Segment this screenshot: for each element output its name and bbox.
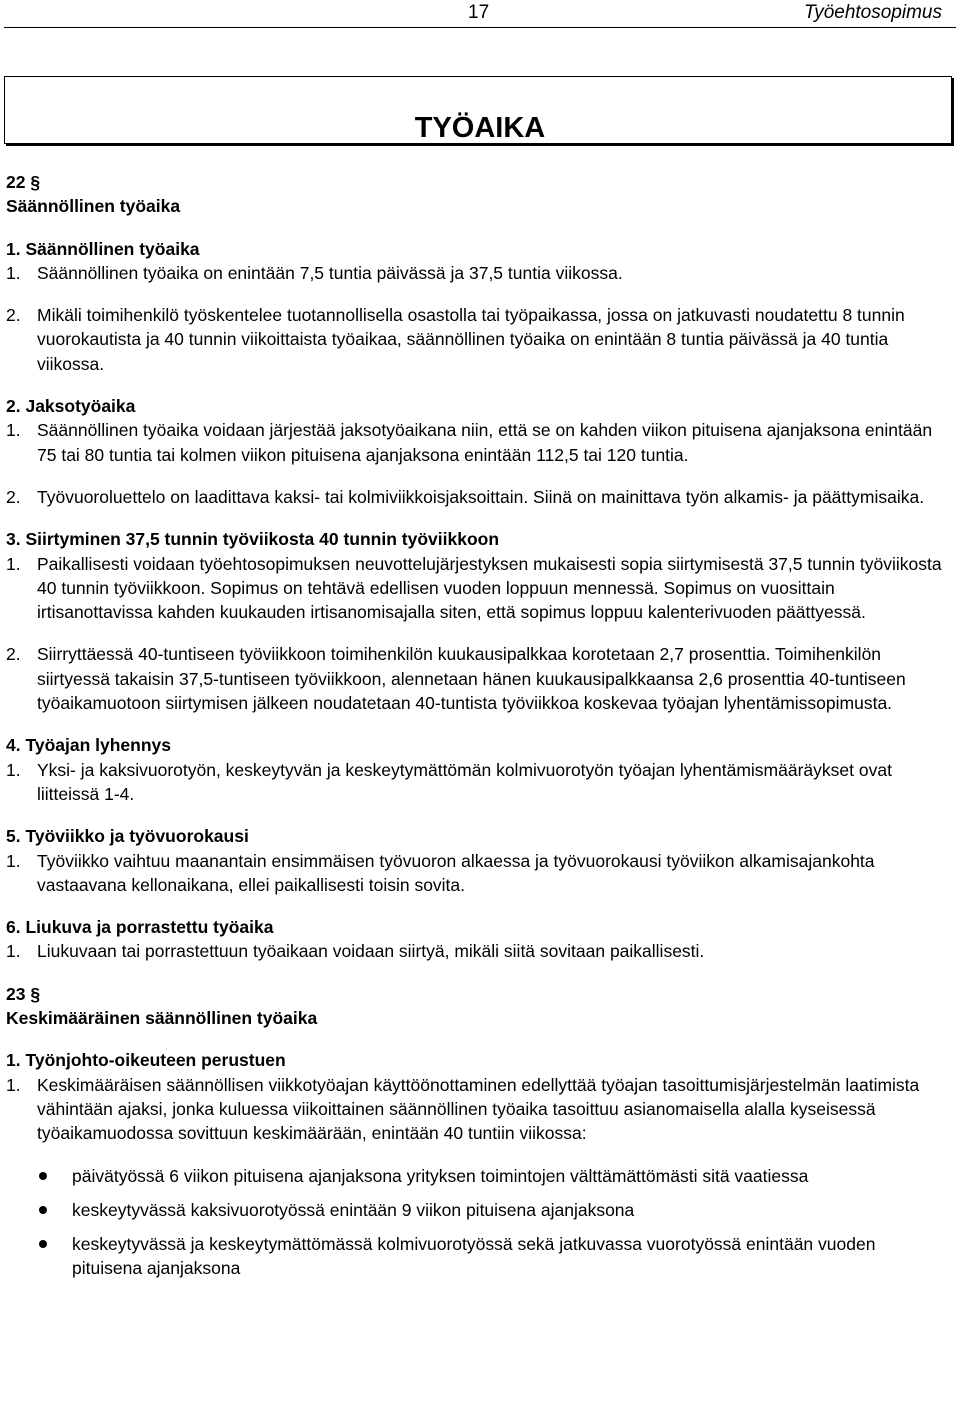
bullet-item — [6, 1164, 944, 1188]
list-item — [6, 303, 944, 376]
list-item — [6, 418, 944, 467]
list-item — [6, 849, 944, 898]
paragraph-sign: § — [30, 983, 41, 1004]
section-22-title: Säännöllinen työaika — [6, 196, 181, 217]
bullet-dot — [6, 1198, 72, 1222]
header-rule — [4, 27, 956, 28]
bullet-text: päivätyössä 6 viikon pituisena ajanjaksona yrityksen toimintojen välttämättömästi sitä vaatiessa — [72, 1165, 809, 1186]
list-item — [6, 1073, 944, 1146]
item-text: Keskimääräisen säännöllisen viikkotyöajan käyttöönottaminen edellyttää työajan tasoittumisjärjestelmän laatimista vähintään ajaksi, jonka kuluessa viikoittainen säännöllinen työaika tasoittuu asianomaisella alalla kyseisessä työaikamuodossa sovittuun keskimäärään, enintään 40 tuntiin viikossa: — [37, 1074, 920, 1144]
item-text: Paikallisesti voidaan työehtosopimuksen neuvottelujärjestyksen mukaisesti sopia siirtymisestä 37,5 tunnin työviikosta 40 tunnin työviikkoon. Sopimus on tehtävä edellisen vuoden loppuun mennessä. Sopimus on vuosittain irtisanottavissa kahden kuukauden irtisanomisajalla siten, että sopimus loppuu kalenterivuoden päättyessä. — [37, 553, 942, 623]
subsection-heading: 1. Säännöllinen työaika — [6, 238, 200, 259]
list-item — [6, 552, 944, 625]
bullet-text: keskeytyvässä ja keskeytymättömässä kolmivuorotyössä sekä jatkuvassa vuorotyössä enintään vuoden pituisena ajanjaksona — [72, 1234, 876, 1279]
document-body — [6, 170, 944, 1291]
bullet-list — [6, 1164, 944, 1281]
item-number: 2. — [6, 486, 21, 507]
paragraph-sign: § — [30, 172, 41, 192]
list-item — [6, 939, 944, 963]
item-text: Liukuvaan tai porrastettuun työaikaan voidaan siirtyä, mikäli siitä sovitaan paikallisesti. — [37, 941, 705, 962]
subsection-heading: 1. Työnjohto-oikeuteen perustuen — [6, 1050, 286, 1071]
item-text: Säännöllinen työaika on enintään 7,5 tuntia päivässä ja 37,5 tuntia viikossa. — [37, 262, 623, 283]
list-item — [6, 485, 944, 509]
item-text: Yksi- ja kaksivuorotyön, keskeytyvän ja keskeytymättömän kolmivuorotyön työajan lyhentämismääräykset ovat liitteissä 1-4. — [37, 759, 892, 804]
bullet-dot — [6, 1232, 72, 1281]
subsection-heading: 6. Liukuva ja porrastettu työaika — [6, 917, 274, 938]
bullet-text: keskeytyvässä kaksivuorotyössä enintään 9 viikon pituisena ajanjaksona — [72, 1199, 635, 1220]
item-number: 2. — [6, 644, 21, 665]
item-text: Säännöllinen työaika voidaan järjestää jaksotyöaikana niin, että se on kahden viikon pituisena ajanjaksona enintään 75 tai 80 tuntia tai kolmen viikon pituisena ajanjaksona enintään 112,5 tai 120 tuntia. — [37, 420, 933, 465]
running-header-title: Työehtosopimus — [804, 2, 942, 23]
page-number: 17 — [468, 2, 490, 23]
item-text: Siirryttäessä 40-tuntiseen työviikkoon toimihenkilön kuukausipalkkaa korotetaan 2,7 prosenttia. Toimihenkilön siirtyessä takaisin 37,5-tuntiseen työviikkoon, alennetaan hänen kuukausipalkkaansa 2,6 prosenttia 40-tuntiseen työaikamuotoon siirtymisen jälkeen noudatetaan 40-tuntista työviikkoa koskevaa työajan lyhentämissopimusta. — [37, 644, 906, 714]
section-23-title: Keskimääräinen säännöllinen työaika — [6, 1008, 318, 1029]
item-number: 1. — [6, 941, 21, 962]
item-text: Työviikko vaihtuu maanantain ensimmäisen työvuoron alkaessa ja työvuorokausi työviikon alkamisajankohta vastaavana kellonaikana, ellei paikallisesti toisin sovita. — [37, 850, 875, 895]
bullet-item — [6, 1198, 944, 1222]
bullet-dot — [6, 1164, 72, 1188]
item-number: 1. — [6, 553, 21, 574]
section-23-number — [6, 982, 944, 1006]
list-item — [6, 261, 944, 285]
list-item — [6, 758, 944, 807]
subsection-heading: 4. Työajan lyhennys — [6, 735, 172, 756]
item-number: 1. — [6, 1074, 21, 1095]
item-number: 1. — [6, 850, 21, 871]
bullet-item — [6, 1232, 944, 1281]
list-item — [6, 642, 944, 715]
subsection-heading: 3. Siirtyminen 37,5 tunnin työviikosta 40 tunnin työviikkoon — [6, 529, 500, 550]
item-number: 2. — [6, 305, 21, 326]
section-22-number — [6, 170, 944, 194]
subsection-heading: 5. Työviikko ja työvuorokausi — [6, 826, 249, 847]
chapter-title: TYÖAIKA — [414, 112, 546, 144]
item-text: Työvuoroluettelo on laadittava kaksi- tai kolmiviikkoisjaksoittain. Siinä on mainittava työn alkamis- ja päättymisaika. — [37, 486, 925, 507]
section-number: 22 — [6, 172, 26, 192]
item-number: 1. — [6, 262, 21, 283]
section-number: 23 — [6, 983, 26, 1004]
item-number: 1. — [6, 420, 21, 441]
item-text: Mikäli toimihenkilö työskentelee tuotannollisella osastolla tai työpaikassa, jossa on jatkuvasti noudatettu 8 tunnin vuorokautista ja 40 tunnin viikoittaista työaikaa, säännöllinen työaika on enintään 8 tuntia päivässä ja 40 tuntia viikossa. — [37, 305, 905, 374]
subsection-heading: 2. Jaksotyöaika — [6, 396, 136, 417]
item-number: 1. — [6, 759, 21, 780]
